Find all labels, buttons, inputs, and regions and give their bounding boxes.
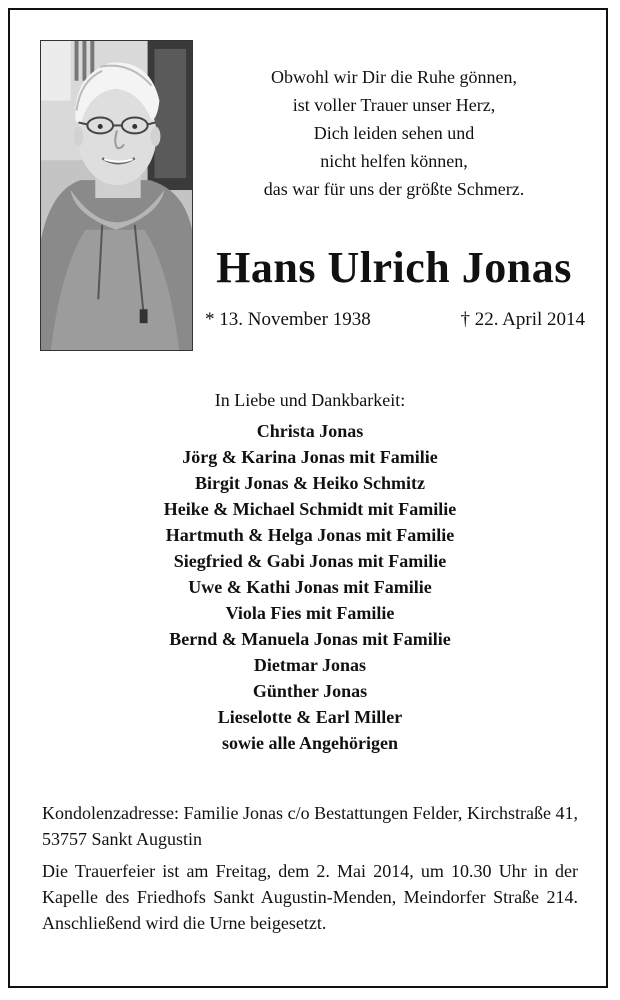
deceased-name: Hans Ulrich Jonas [216, 243, 572, 292]
mourner-name: Lieselotte & Earl Miller [217, 707, 403, 727]
birth-date: * 13. November 1938 [205, 309, 371, 330]
mourner-name: Bernd & Manuela Jonas mit Familie [169, 629, 451, 649]
poem-line: nicht helfen können, [320, 151, 468, 171]
memorial-poem [196, 63, 592, 203]
mourner-name: sowie alle Angehörigen [222, 733, 398, 753]
portrait-image [41, 41, 192, 350]
mourner-name: Jörg & Karina Jonas mit Familie [182, 447, 438, 467]
poem-line: Obwohl wir Dir die Ruhe gönnen, [271, 67, 517, 87]
mourner-name: Heike & Michael Schmidt mit Familie [163, 499, 457, 519]
death-date: † 22. April 2014 [460, 309, 585, 330]
funeral-ceremony-info: Die Trauerfeier ist am Freitag, dem 2. Mai 2014, um 10.30 Uhr in der Kapelle des Friedhofs Sankt Augustin-Menden, Meindorfer Straße 214. Anschließend wird die Urne beigesetzt. [42, 861, 578, 933]
mourner-name: Viola Fies mit Familie [225, 603, 395, 623]
poem-line: Dich leiden sehen und [313, 123, 475, 143]
poem-line: das war für uns der größte Schmerz. [263, 179, 525, 199]
condolence-address: Kondolenzadresse: Familie Jonas c/o Bestattungen Felder, Kirchstraße 41, 53757 Sankt Augustin [42, 803, 578, 849]
mourners-intro: In Liebe und Dankbarkeit: [214, 390, 406, 410]
mourner-name: Uwe & Kathi Jonas mit Familie [188, 577, 432, 597]
mourner-name: Hartmuth & Helga Jonas mit Familie [165, 525, 455, 545]
mourners-list [0, 418, 620, 756]
mourner-name: Dietmar Jonas [253, 655, 367, 675]
portrait-photo [40, 40, 193, 351]
life-dates [205, 307, 585, 333]
mourner-name: Christa Jonas [256, 421, 364, 441]
poem-line: ist voller Trauer unser Herz, [292, 95, 496, 115]
mourner-name: Siegfried & Gabi Jonas mit Familie [173, 551, 447, 571]
mourner-name: Birgit Jonas & Heiko Schmitz [195, 473, 425, 493]
mourner-name: Günther Jonas [252, 681, 368, 701]
